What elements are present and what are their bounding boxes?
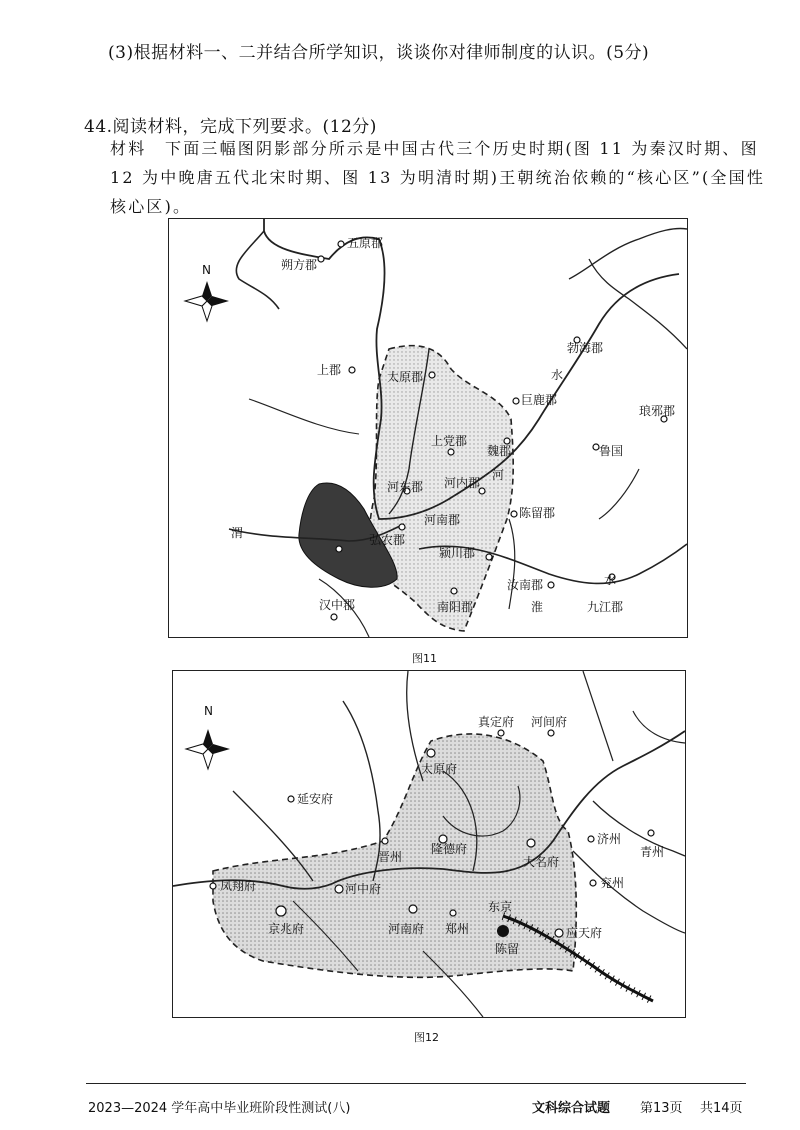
river-shui2-label: 水 xyxy=(604,573,617,587)
place-henan: 河南府 xyxy=(388,922,425,936)
material-line-3: 核心区)。 xyxy=(110,197,192,216)
place-bohai: 勃海郡 xyxy=(567,341,604,355)
footer-exam-title: 2023—2024 学年高中毕业班阶段性测试(八) xyxy=(88,1101,351,1116)
place-yanzhou: 兖州 xyxy=(600,876,625,890)
place-wuyuan: 五原郡 xyxy=(347,236,384,250)
figure-11-map xyxy=(168,218,688,638)
river-huai-label: 淮 xyxy=(531,600,544,614)
place-julu: 巨鹿郡 xyxy=(521,393,558,407)
place-hanzhong: 汉中郡 xyxy=(319,598,356,612)
place-hezhong: 河中府 xyxy=(345,882,382,896)
place-yingtian: 应天府 xyxy=(566,926,603,940)
compass-label: N xyxy=(204,704,213,718)
place-zhending: 真定府 xyxy=(478,715,515,729)
place-shangdang: 上党郡 xyxy=(431,434,468,448)
place-jinzhou: 晋州 xyxy=(378,850,403,864)
place-yanan: 延安府 xyxy=(297,792,334,806)
question-3-text: (3)根据材料一、二并结合所学知识，谈谈你对律师制度的认识。(5分) xyxy=(108,43,650,63)
place-shang: 上郡 xyxy=(317,363,342,377)
river-he-label: 河 xyxy=(492,468,505,482)
place-hongnong: 弘农郡 xyxy=(369,533,406,547)
footer-total: 共14页 xyxy=(700,1101,743,1116)
place-jiujiang: 九江郡 xyxy=(587,600,624,614)
place-daming: 大名府 xyxy=(523,855,560,869)
place-zhengzhou: 郑州 xyxy=(445,922,470,936)
place-taiyuan: 太原郡 xyxy=(387,370,424,384)
footer-subject: 文科综合试题 xyxy=(532,1101,611,1116)
place-nanyang: 南阳郡 xyxy=(437,600,474,614)
river-shui1-label: 水 xyxy=(551,368,564,382)
place-henei: 河内郡 xyxy=(444,476,481,490)
material-line-2: 12 为中晚唐五代北宋时期、图 13 为明清时期)王朝统治依赖的“核心区”(全国性 xyxy=(110,168,766,187)
dongjing-marker xyxy=(497,925,509,937)
place-yingchuan: 颍川郡 xyxy=(439,546,476,560)
question-44-title: 44.阅读材料，完成下列要求。(12分) xyxy=(84,117,377,137)
place-hedong: 河东郡 xyxy=(387,480,424,494)
place-lu: 鲁国 xyxy=(599,444,624,458)
compass-icon xyxy=(186,729,230,769)
place-qingzhou: 青州 xyxy=(640,845,665,859)
river-wei-label: 渭 xyxy=(231,526,244,540)
material-label: 材料 xyxy=(110,139,147,158)
place-hejian: 河间府 xyxy=(531,715,568,729)
place-shuofang: 朔方郡 xyxy=(281,258,318,272)
place-dongjing: 东京 xyxy=(488,900,513,914)
place-henan: 河南郡 xyxy=(424,513,461,527)
figure-11-caption: 图11 xyxy=(412,652,437,665)
footer-rule xyxy=(86,1083,746,1084)
place-wei: 魏郡 xyxy=(487,444,512,458)
place-fengxiang: 凤翔府 xyxy=(220,879,257,893)
figure-12-map xyxy=(172,670,686,1018)
place-jingzhao: 京兆府 xyxy=(268,922,305,936)
footer-page: 第13页 xyxy=(640,1101,683,1116)
place-jizhou: 济州 xyxy=(597,832,622,846)
place-longde: 隆德府 xyxy=(431,842,468,856)
compass-icon xyxy=(185,281,229,321)
compass-label: N xyxy=(202,263,211,277)
place-chenliu: 陈留郡 xyxy=(519,506,556,520)
place-chenliu: 陈留 xyxy=(495,942,520,956)
place-langye: 琅邪郡 xyxy=(639,404,676,418)
place-taiyuan: 太原府 xyxy=(421,762,458,776)
material-line-1: 下面三幅图阴影部分所示是中国古代三个历史时期(图 11 为秦汉时期、图 xyxy=(165,139,759,158)
place-runan: 汝南郡 xyxy=(507,578,544,592)
figure-12-caption: 图12 xyxy=(414,1031,439,1044)
